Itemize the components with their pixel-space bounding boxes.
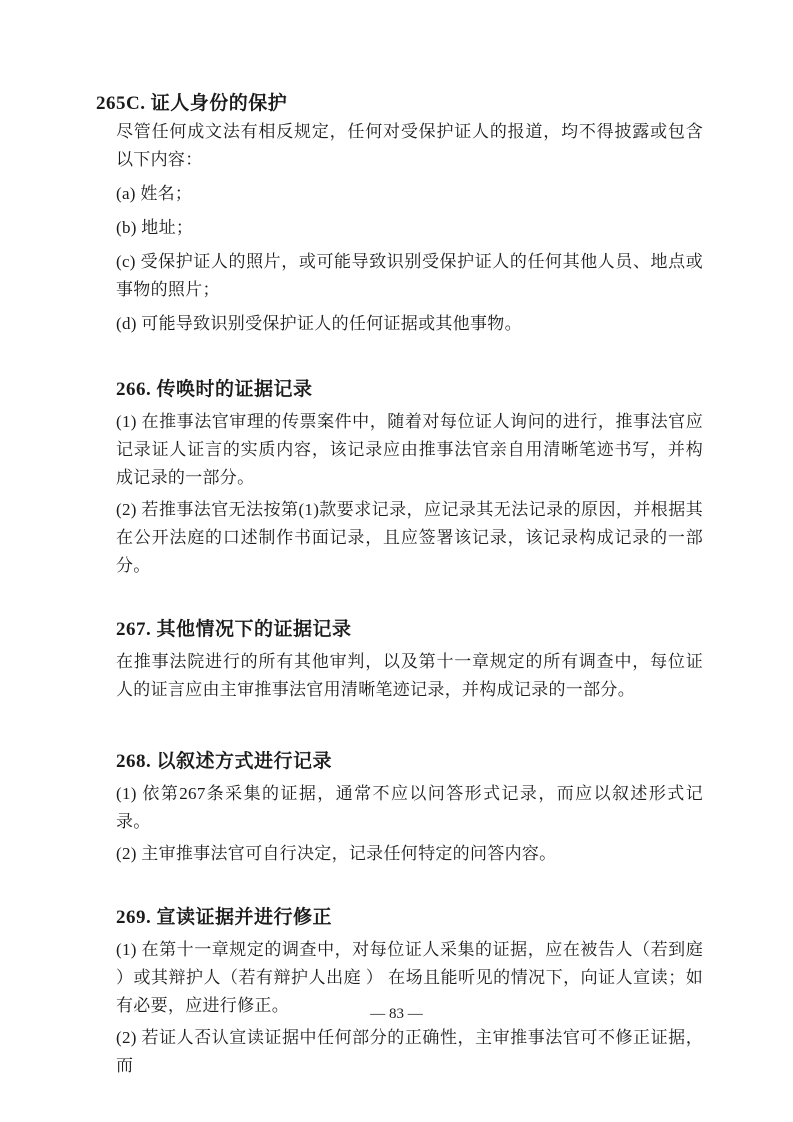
paragraph: (1) 依第267条采集的证据，通常不应以问答形式记录，而应以叙述形式记录。 — [116, 784, 703, 831]
paragraph: (2) 若证人否认宣读证据中任何部分的正确性，主审推事法官可不修正证据，而 — [116, 1028, 703, 1075]
section-265c — [96, 90, 703, 338]
paragraph: 尽管任何成文法有相反规定，任何对受保护证人的报道，均不得披露或包含以下内容： — [116, 122, 703, 169]
paragraph: (2) 若推事法官无法按第(1)款要求记录，应记录其无法记录的原因，并根据其在公开法庭的口述制作书面记录，且应签署该记录，该记录构成记录的一部分。 — [116, 500, 703, 575]
section-266 — [96, 376, 703, 580]
list-item: (b) 地址； — [116, 218, 194, 237]
list-item: (c) 受保护证人的照片，或可能导致识别受保护证人的任何其他人员、地点或事物的照片； — [116, 252, 703, 299]
section-heading: 266. 传唤时的证据记录 — [116, 379, 313, 400]
list-item: (d) 可能导致识别受保护证人的任何证据或其他事物。 — [116, 314, 522, 333]
page-content — [96, 90, 703, 1080]
list-item: (a) 姓名； — [116, 184, 193, 203]
paragraph: (1) 在第十一章规定的调查中，对每位证人采集的证据，应在被告人（若到庭 ）或其辩护人（若有辩护人出庭 ） 在场且能听见的情况下，向证人宣读；如有必要，应进行修正。 — [116, 940, 703, 1015]
section-heading: 267. 其他情况下的证据记录 — [116, 619, 352, 640]
section-heading: 265C. 证人身份的保护 — [96, 93, 288, 114]
section-heading: 268. 以叙述方式进行记录 — [116, 751, 333, 772]
section-267 — [96, 616, 703, 704]
paragraph: (2) 主审推事法官可自行决定，记录任何特定的问答内容。 — [116, 844, 557, 863]
paragraph: 在推事法院进行的所有其他审判，以及第十一章规定的所有调查中，每位证人的证言应由主审推事法官用清晰笔迹记录，并构成记录的一部分。 — [116, 652, 703, 699]
paragraph: (1) 在推事法官审理的传票案件中，随着对每位证人询问的进行，推事法官应记录证人证言的实质内容，该记录应由推事法官亲自用清晰笔迹书写，并构成记录的一部分。 — [116, 412, 703, 487]
section-heading: 269. 宣读证据并进行修正 — [116, 907, 333, 928]
page-footer — [0, 1003, 793, 1025]
section-269 — [96, 904, 703, 1080]
section-268 — [96, 748, 703, 868]
page-number: — 83 — — [370, 1006, 423, 1022]
